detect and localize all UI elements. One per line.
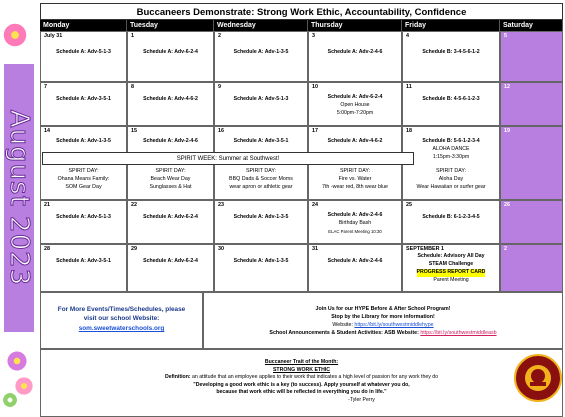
day-cell	[214, 200, 308, 244]
day-number: 21	[44, 202, 50, 208]
day-number: 16	[218, 128, 224, 134]
schedule-text: Schedule A: Adv-5-1-3	[56, 49, 111, 55]
hype-info-box	[203, 292, 563, 349]
schedule-text: Schedule A: Adv-1-3-5	[233, 49, 289, 55]
spirit-day-label: SPIRIT DAY:	[435, 168, 467, 174]
event-text: Parent Meeting	[433, 277, 469, 283]
day-cell	[40, 200, 127, 244]
day-number: 5	[504, 33, 507, 39]
schedule-text: Schedule A: Adv-6-2-4	[143, 49, 198, 55]
schedule-text: Schedule B: 6-1-2-3-4-5	[422, 214, 480, 220]
hype-website-row	[204, 321, 562, 329]
day-cell	[214, 82, 308, 126]
hype-website-link[interactable]: https://bit.ly/southwestmiddlehype	[354, 322, 434, 328]
day-cell	[214, 244, 308, 292]
day-number: 8	[131, 84, 134, 90]
schedule-text: Schedule A: Adv-6-2-4	[143, 258, 198, 264]
spirit-day-detail: SOM Gear Day	[65, 183, 102, 190]
spirit-day-theme: Ohana Means Family:	[57, 175, 110, 182]
day-cell	[308, 31, 402, 82]
spirit-day-label: SPIRIT DAY:	[68, 168, 99, 174]
day-cell	[308, 82, 402, 126]
asb-website-row	[204, 329, 562, 337]
day-header: Saturday	[500, 20, 563, 31]
schedule-text: Schedule A: Adv-5-1-3	[233, 96, 289, 102]
definition-text: an attitude that an employee applies to their work that indicates a high level of passion for any work they do	[190, 374, 439, 381]
trait-quote: "Developing a good work ethic is a key (to success). Apply yourself at whatever you do,	[193, 381, 410, 388]
side-banner	[0, 0, 36, 417]
event-text: STEAM Challenge	[428, 261, 474, 267]
event-text: Open House	[340, 102, 370, 108]
trait-heading: Buccaneer Trait of the Month:	[264, 359, 339, 365]
day-number: 3	[312, 33, 315, 39]
day-number: 29	[131, 246, 137, 252]
page-title: Buccaneers Demonstrate: Strong Work Ethic, Accountability, Confidence	[40, 3, 563, 20]
day-number: 9	[218, 84, 221, 90]
day-number: 22	[131, 202, 137, 208]
spirit-day-detail: Sunglasses & Hat	[149, 183, 192, 190]
spirit-day-label: SPIRIT DAY:	[245, 168, 277, 174]
event-text: ELAC Parent Meeting 10:30	[328, 229, 382, 234]
spirit-week-banner: SPIRIT WEEK: Summer at Southwest!	[42, 152, 414, 165]
day-header: Friday	[402, 20, 500, 31]
schedule-text: Schedule A: Adv-6-2-4	[143, 214, 198, 220]
spirit-day-detail: 7th -wear red, 8th wear blue	[322, 183, 388, 190]
day-number: 28	[44, 246, 50, 252]
day-number: 17	[312, 128, 318, 134]
spirit-day-theme: Fire vs. Water	[338, 175, 372, 182]
day-number: 1	[131, 33, 134, 39]
schedule-text: Schedule A: Adv-1-3-5	[233, 258, 289, 264]
day-cell	[40, 82, 127, 126]
schedule-text: Schedule A: Adv-2-4-6	[327, 258, 383, 264]
day-cell	[127, 244, 214, 292]
day-cell	[127, 200, 214, 244]
school-website-link[interactable]: som.sweetwaterschools.org	[78, 325, 165, 332]
day-number: 31	[312, 246, 318, 252]
spirit-day	[402, 168, 500, 191]
day-header: Wednesday	[214, 20, 308, 31]
day-number: 23	[218, 202, 224, 208]
schedule-text: Schedule A: Adv-1-3-5	[56, 138, 111, 144]
event-text: Birthday Bash	[338, 220, 372, 226]
saturday-cell	[500, 244, 563, 292]
hype-website-label: Website:	[332, 322, 355, 328]
schedule-text: Schedule B: 4-5-6-1-2-3	[422, 96, 480, 102]
schedule-text: Schedule B: 5-6-1-2-3-4	[422, 138, 480, 144]
schedule-text: Schedule A: Adv-3-5-1	[56, 96, 111, 102]
spirit-day	[40, 168, 127, 191]
schedule-text: Schedule A: Adv-5-1-3	[56, 214, 111, 220]
asb-website-label: School Announcements & Student Activities: ASB Website:	[269, 330, 421, 336]
saturday-cell	[500, 82, 563, 126]
day-cell	[127, 31, 214, 82]
spirit-day-detail: wear apron or athletic gear	[229, 183, 293, 190]
spirit-day-label: SPIRIT DAY:	[339, 168, 371, 174]
day-cell	[402, 31, 500, 82]
day-cell	[40, 31, 127, 82]
hype-line: Join Us for our HYPE Before & After School Program!	[315, 306, 451, 312]
day-number: July 31	[44, 33, 63, 39]
trait-quote: because that work ethic will be reflected in everything you do in life."	[216, 389, 387, 396]
day-number: 19	[504, 128, 510, 134]
flower-decoration	[2, 22, 28, 48]
event-time: 1:15pm-3:30pm	[432, 154, 470, 160]
events-info-line: visit our school Website:	[83, 315, 160, 322]
day-number: 12	[504, 84, 510, 90]
events-info-box	[40, 292, 203, 349]
schedule-text: Schedule B: 3-4-5-6-1-2	[422, 49, 480, 55]
day-number: 2	[504, 246, 507, 252]
hype-line: Stop by the Library for more information!	[331, 314, 435, 320]
definition-label: Definition:	[164, 374, 191, 381]
schedule-text: Schedule A: Adv-6-2-4	[327, 94, 383, 100]
spirit-day-theme: Aloha Day	[438, 175, 464, 182]
day-number: 10	[312, 84, 318, 90]
day-number: 25	[406, 202, 412, 208]
event-text: ALOHA DANCE	[432, 146, 470, 152]
logo-emblem-icon	[516, 356, 560, 400]
flower-decoration	[14, 376, 34, 396]
spirit-day-label: SPIRIT DAY:	[155, 168, 186, 174]
saturday-cell	[500, 200, 563, 244]
schedule-text: Schedule: Advisory All Day	[417, 253, 485, 259]
day-number: 15	[131, 128, 137, 134]
schedule-text: Schedule A: Adv-4-6-2	[327, 138, 383, 144]
day-number: SEPTEMBER 1	[406, 246, 445, 252]
flower-decoration	[6, 350, 28, 372]
spirit-day-detail: Wear Hawaiian or surfer gear	[416, 183, 486, 190]
day-header: Tuesday	[127, 20, 214, 31]
saturday-cell	[500, 126, 563, 200]
spirit-day	[308, 168, 402, 191]
school-logo	[514, 354, 562, 402]
trait-name: STRONG WORK ETHIC	[272, 366, 331, 373]
saturday-cell	[500, 31, 563, 82]
schedule-text: Schedule A: Adv-2-4-6	[327, 212, 383, 218]
schedule-text: Schedule A: Adv-4-6-2	[143, 96, 198, 102]
day-number: 30	[218, 246, 224, 252]
trait-of-month-box	[40, 349, 563, 417]
progress-report-highlight: PROGRESS REPORT CARD	[416, 269, 486, 275]
schedule-text: Schedule A: Adv-3-5-1	[56, 258, 111, 264]
event-time: 5:00pm-7:20pm	[336, 110, 374, 116]
day-number: 4	[406, 33, 409, 39]
day-number: 18	[406, 128, 412, 134]
day-number: 2	[218, 33, 221, 39]
day-cell	[402, 244, 500, 292]
schedule-text: Schedule A: Adv-1-3-5	[233, 214, 289, 220]
day-number: 14	[44, 128, 50, 134]
schedule-text: Schedule A: Adv-2-4-6	[327, 49, 383, 55]
asb-website-link[interactable]: https://bit.ly/southwestmiddleasb	[420, 330, 497, 336]
day-number: 11	[406, 84, 412, 90]
month-banner-text: August 2023	[4, 109, 34, 287]
day-cell	[402, 200, 500, 244]
day-header: Thursday	[308, 20, 402, 31]
day-number: 24	[312, 202, 318, 208]
quote-author: -Tyler Perry	[348, 396, 375, 403]
events-info-line: For More Events/Times/Schedules, please	[57, 306, 186, 313]
spirit-day	[214, 168, 308, 191]
schedule-text: Schedule A: Adv-3-5-1	[233, 138, 289, 144]
day-cell	[402, 82, 500, 126]
day-cell	[308, 200, 402, 244]
spirit-day-theme: Beach Wear Day	[150, 175, 191, 182]
spirit-day-theme: BBQ Dads & Soccer Moms	[229, 175, 293, 182]
flower-decoration	[2, 392, 18, 408]
day-number: 7	[44, 84, 47, 90]
day-header: Monday	[40, 20, 127, 31]
trait-definition	[41, 374, 562, 382]
day-cell	[214, 31, 308, 82]
day-number: 26	[504, 202, 510, 208]
day-cell	[308, 244, 402, 292]
spirit-day	[127, 168, 214, 191]
day-cell	[40, 244, 127, 292]
day-cell	[127, 82, 214, 126]
schedule-text: Schedule A: Adv-2-4-6	[143, 138, 198, 144]
